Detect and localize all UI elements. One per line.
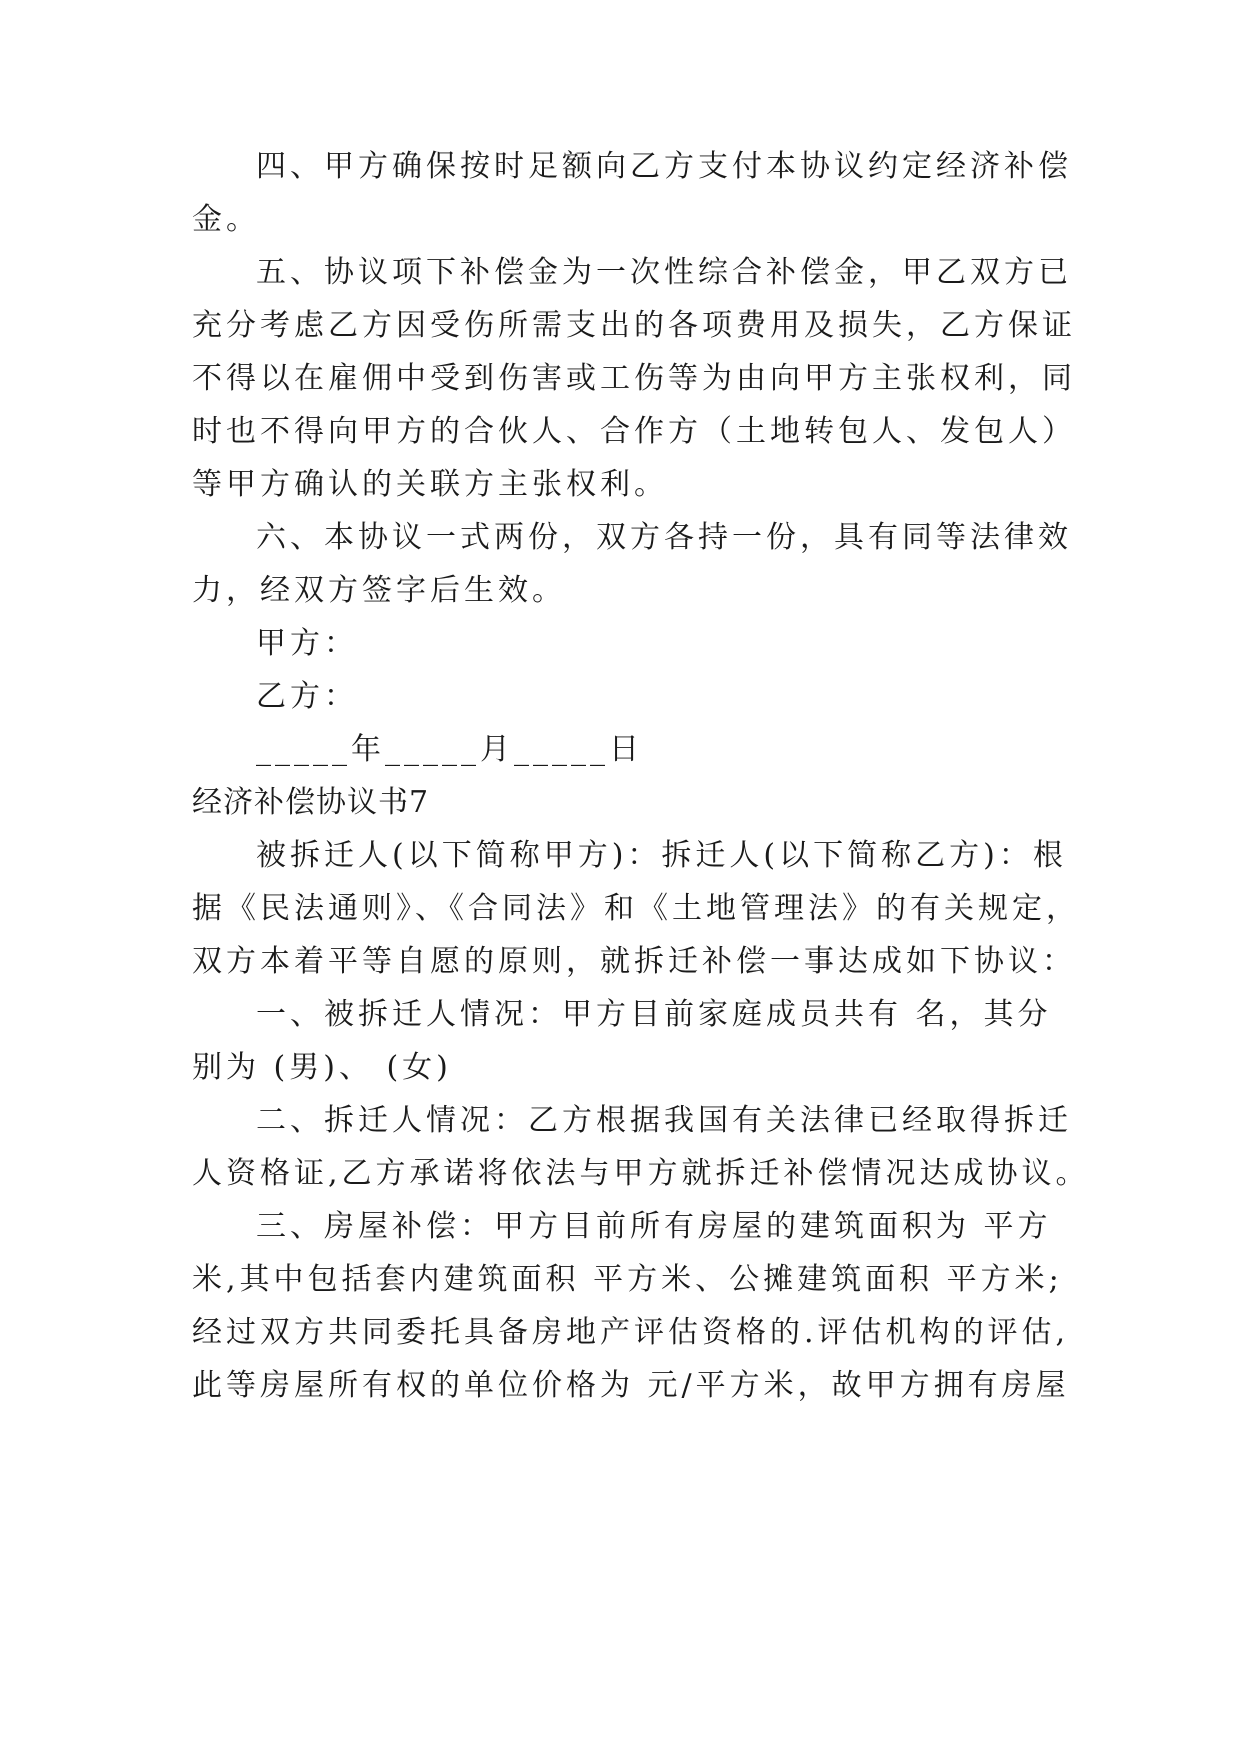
clause-5-line-3: 不得以在雇佣中受到伤害或工伤等为由向甲方主张权利，同 bbox=[192, 361, 1076, 396]
preamble-line-3: 双方本着平等自愿的原则，就拆迁补偿一事达成如下协议： bbox=[192, 944, 1076, 979]
clause-6-line-2: 力，经双方签字后生效。 bbox=[192, 573, 566, 608]
item-1-line-2: 别为 (男)、 (女) bbox=[192, 1050, 452, 1085]
item-3-line-1: 三、房屋补偿：甲方目前所有房屋的建筑面积为 平方 bbox=[256, 1209, 1052, 1244]
item-3-line-3: 经过双方共同委托具备房地产评估资格的.评估机构的评估, bbox=[192, 1315, 1070, 1350]
date-line: _____年_____月_____日 bbox=[256, 732, 643, 767]
preamble-line-2: 据《民法通则》、《合同法》和《土地管理法》的有关规定， bbox=[192, 891, 1080, 926]
item-2-line-2: 人资格证,乙方承诺将依法与甲方就拆迁补偿情况达成协议。 bbox=[192, 1156, 1090, 1191]
preamble-line-1: 被拆迁人(以下简称甲方)：拆迁人(以下简称乙方)：根 bbox=[256, 838, 1067, 873]
clause-5-line-2: 充分考虑乙方因受伤所需支出的各项费用及损失，乙方保证 bbox=[192, 308, 1076, 343]
clause-5-line-4: 时也不得向甲方的合伙人、合作方（土地转包人、发包人） bbox=[192, 414, 1076, 449]
clause-4-line-2: 金。 bbox=[192, 202, 260, 237]
clause-4-line-1: 四、甲方确保按时足额向乙方支付本协议约定经济补偿 bbox=[256, 149, 1072, 184]
clause-5-line-1: 五、协议项下补偿金为一次性综合补偿金，甲乙双方已 bbox=[256, 255, 1072, 290]
party-a-signature-label: 甲方： bbox=[256, 626, 358, 661]
clause-5-line-5: 等甲方确认的关联方主张权利。 bbox=[192, 467, 668, 502]
party-b-signature-label: 乙方： bbox=[256, 679, 358, 714]
clause-6-line-1: 六、本协议一式两份，双方各持一份，具有同等法律效 bbox=[256, 520, 1072, 555]
section-heading: 经济补偿协议书7 bbox=[192, 785, 430, 820]
item-1-line-1: 一、被拆迁人情况：甲方目前家庭成员共有 名，其分 bbox=[256, 997, 1052, 1032]
item-2-line-1: 二、拆迁人情况：乙方根据我国有关法律已经取得拆迁 bbox=[256, 1103, 1072, 1138]
item-3-line-4: 此等房屋所有权的单位价格为 元/平方米，故甲方拥有房屋 bbox=[192, 1368, 1070, 1403]
item-3-line-2: 米,其中包括套内建筑面积 平方米、公摊建筑面积 平方米; bbox=[192, 1262, 1063, 1297]
